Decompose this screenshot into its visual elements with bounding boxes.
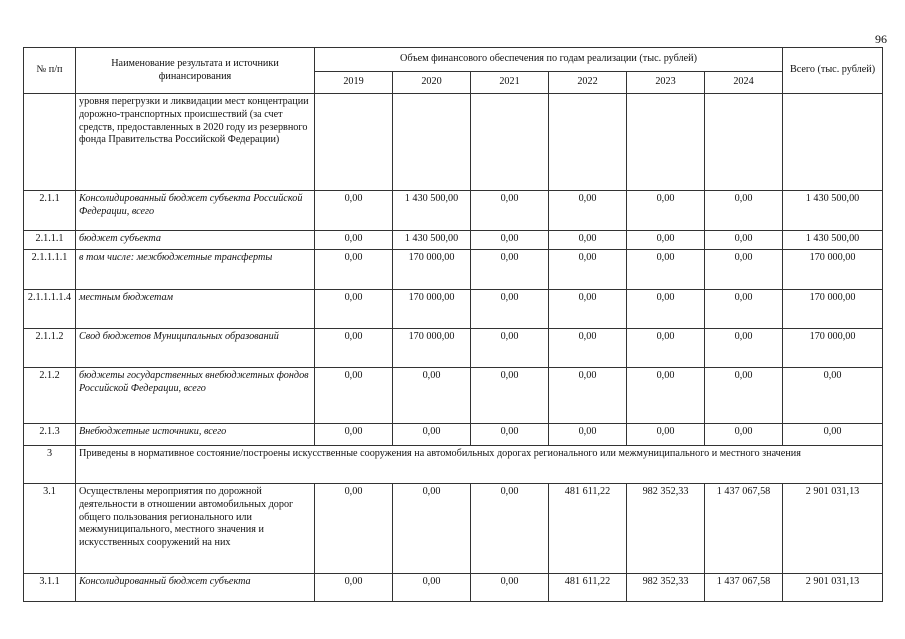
year-value: 0,00 xyxy=(471,191,549,231)
row-number: 2.1.1 xyxy=(24,191,76,231)
header-year: 2024 xyxy=(705,72,783,94)
table-row xyxy=(24,484,883,574)
row-total: 170 000,00 xyxy=(783,250,883,290)
row-name: уровня перегрузки и ликвидации мест концентрации дорожно-транспортных происшествий (за счет средств, предоставленных в 2020 году из резервного фонда Правительства Российской Федерации) xyxy=(76,94,315,191)
row-name: бюджет субъекта xyxy=(76,231,315,250)
year-value: 0,00 xyxy=(315,484,393,574)
row-name: местным бюджетам xyxy=(76,290,315,329)
row-name: Внебюджетные источники, всего xyxy=(76,424,315,446)
table-row xyxy=(24,191,883,231)
year-value: 0,00 xyxy=(627,329,705,368)
year-value: 0,00 xyxy=(549,231,627,250)
table-row xyxy=(24,94,883,191)
table-row xyxy=(24,329,883,368)
header-name: Наименование результата и источники финансирования xyxy=(76,48,315,94)
table-row xyxy=(24,574,883,602)
section-title: Приведены в нормативное состояние/построены искусственные сооружения на автомобильных дорогах регионального или межмуниципального и местного значения xyxy=(76,446,883,484)
year-value: 0,00 xyxy=(315,424,393,446)
row-name: бюджеты государственных внебюджетных фондов Российской Федерации, всего xyxy=(76,368,315,424)
row-number: 2.1.2 xyxy=(24,368,76,424)
row-number: 2.1.3 xyxy=(24,424,76,446)
year-value: 170 000,00 xyxy=(393,329,471,368)
row-number: 2.1.1.1.1 xyxy=(24,250,76,290)
year-value: 1 437 067,58 xyxy=(705,484,783,574)
year-value: 0,00 xyxy=(549,424,627,446)
row-number xyxy=(24,94,76,191)
year-value: 0,00 xyxy=(315,191,393,231)
year-value: 0,00 xyxy=(549,329,627,368)
row-total: 1 430 500,00 xyxy=(783,191,883,231)
row-number: 3.1.1 xyxy=(24,574,76,602)
year-value: 0,00 xyxy=(393,424,471,446)
header-year: 2019 xyxy=(315,72,393,94)
year-value: 0,00 xyxy=(393,484,471,574)
table-body xyxy=(24,94,883,602)
year-value: 0,00 xyxy=(705,329,783,368)
header-volume: Объем финансового обеспечения по годам реализации (тыс. рублей) xyxy=(315,48,783,72)
year-value: 0,00 xyxy=(705,231,783,250)
year-value: 0,00 xyxy=(471,231,549,250)
row-name: Свод бюджетов Муниципальных образований xyxy=(76,329,315,368)
year-value: 481 611,22 xyxy=(549,484,627,574)
financing-table xyxy=(23,47,883,602)
year-value: 0,00 xyxy=(471,424,549,446)
year-value: 0,00 xyxy=(627,424,705,446)
row-number: 3 xyxy=(24,446,76,484)
year-value xyxy=(705,94,783,191)
table-row xyxy=(24,424,883,446)
header-total: Всего (тыс. рублей) xyxy=(783,48,883,94)
year-value xyxy=(393,94,471,191)
year-value: 0,00 xyxy=(393,574,471,602)
year-value: 0,00 xyxy=(627,368,705,424)
header-year: 2020 xyxy=(393,72,471,94)
year-value: 0,00 xyxy=(627,191,705,231)
row-number: 2.1.1.1.1.4 xyxy=(24,290,76,329)
year-value: 0,00 xyxy=(315,290,393,329)
year-value: 0,00 xyxy=(315,231,393,250)
year-value: 1 430 500,00 xyxy=(393,231,471,250)
year-value xyxy=(471,94,549,191)
row-name: Консолидированный бюджет субъекта xyxy=(76,574,315,602)
header-num: № п/п xyxy=(24,48,76,94)
table-row xyxy=(24,231,883,250)
page-number: 96 xyxy=(875,32,887,46)
year-value: 0,00 xyxy=(549,290,627,329)
year-value: 0,00 xyxy=(471,368,549,424)
year-value: 0,00 xyxy=(627,290,705,329)
year-value: 0,00 xyxy=(705,290,783,329)
row-total: 0,00 xyxy=(783,368,883,424)
year-value: 0,00 xyxy=(471,574,549,602)
year-value: 0,00 xyxy=(705,250,783,290)
header-year: 2021 xyxy=(471,72,549,94)
year-value: 0,00 xyxy=(315,368,393,424)
table-row xyxy=(24,290,883,329)
row-number: 2.1.1.2 xyxy=(24,329,76,368)
year-value: 1 437 067,58 xyxy=(705,574,783,602)
year-value: 1 430 500,00 xyxy=(393,191,471,231)
year-value: 0,00 xyxy=(549,368,627,424)
year-value: 982 352,33 xyxy=(627,574,705,602)
header-year: 2022 xyxy=(549,72,627,94)
row-name: Консолидированный бюджет субъекта Российской Федерации, всего xyxy=(76,191,315,231)
year-value: 0,00 xyxy=(315,574,393,602)
year-value: 481 611,22 xyxy=(549,574,627,602)
year-value: 0,00 xyxy=(705,191,783,231)
year-value: 0,00 xyxy=(315,250,393,290)
row-total: 170 000,00 xyxy=(783,290,883,329)
table-row xyxy=(24,368,883,424)
year-value: 170 000,00 xyxy=(393,250,471,290)
section-row xyxy=(24,446,883,484)
year-value xyxy=(549,94,627,191)
year-value: 0,00 xyxy=(393,368,471,424)
row-number: 3.1 xyxy=(24,484,76,574)
row-total xyxy=(783,94,883,191)
year-value: 170 000,00 xyxy=(393,290,471,329)
row-total: 2 901 031,13 xyxy=(783,484,883,574)
row-total: 0,00 xyxy=(783,424,883,446)
year-value xyxy=(315,94,393,191)
year-value: 0,00 xyxy=(549,250,627,290)
table-row xyxy=(24,250,883,290)
year-value: 0,00 xyxy=(549,191,627,231)
year-value: 0,00 xyxy=(471,329,549,368)
year-value: 0,00 xyxy=(471,484,549,574)
year-value: 0,00 xyxy=(627,250,705,290)
row-name: Осуществлены мероприятия по дорожной деятельности в отношении автомобильных дорог общего пользования регионального или межмуниципального, местного значения и искусственных сооружений на них xyxy=(76,484,315,574)
row-number: 2.1.1.1 xyxy=(24,231,76,250)
row-total: 2 901 031,13 xyxy=(783,574,883,602)
year-value: 0,00 xyxy=(471,290,549,329)
year-value: 982 352,33 xyxy=(627,484,705,574)
table-header xyxy=(24,48,883,94)
year-value: 0,00 xyxy=(627,231,705,250)
year-value: 0,00 xyxy=(315,329,393,368)
row-total: 1 430 500,00 xyxy=(783,231,883,250)
year-value: 0,00 xyxy=(705,368,783,424)
year-value: 0,00 xyxy=(705,424,783,446)
year-value xyxy=(627,94,705,191)
header-year: 2023 xyxy=(627,72,705,94)
row-name: в том числе: межбюджетные трансферты xyxy=(76,250,315,290)
year-value: 0,00 xyxy=(471,250,549,290)
row-total: 170 000,00 xyxy=(783,329,883,368)
